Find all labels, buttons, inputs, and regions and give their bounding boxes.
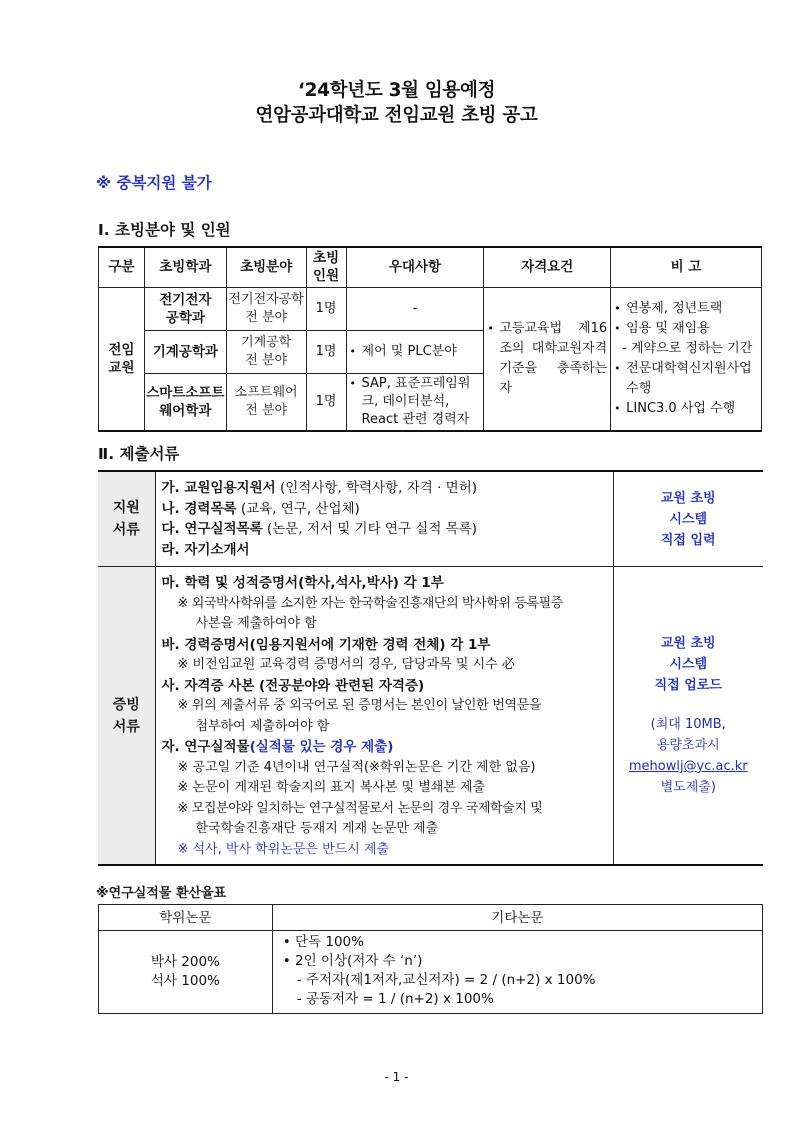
doc-item — [162, 499, 607, 520]
doc-item-detail: (교육, 연구, 산업체) — [236, 500, 360, 517]
doc-item-highlight: (실적물 있는 경우 제출) — [249, 739, 394, 755]
doc-item-title: 바. 경력증명서(임용지원서에 기재한 경력 전체) 각 1부 — [161, 636, 491, 653]
documents-table — [98, 470, 763, 866]
header-dept: 초빙학과 — [144, 247, 226, 287]
table-row — [99, 287, 762, 330]
group-label: 지원 서류 — [98, 471, 155, 567]
other-rates — [272, 931, 762, 1014]
doc-item-title: 라. 자기소개서 — [161, 541, 250, 558]
group-body — [155, 567, 613, 866]
size-limit-text: 별도제출) — [660, 780, 716, 795]
doc-item-title: 다. 연구실적목록 — [161, 521, 263, 537]
header-notes: 비 고 — [611, 247, 762, 287]
header-other-paper: 기타논문 — [272, 905, 762, 931]
notes-cell — [611, 287, 762, 431]
doc-note: 한국학술진흥재단 등재지 게재 논문만 제출 — [195, 821, 439, 836]
preference-cell — [346, 373, 484, 431]
category-cell: 전임 교원 — [99, 287, 145, 431]
section2-heading: Ⅱ. 제출서류 — [98, 445, 180, 463]
method-line: 교원 초빙 — [660, 490, 716, 506]
header-degree-paper: 학위논문 — [99, 905, 273, 931]
method-line: 직접 업로드 — [654, 678, 722, 693]
count-cell: 1명 — [306, 330, 346, 373]
doc-item-title: 자. 연구실적물 — [161, 739, 250, 755]
preference-text: • 제어 및 PLC분야 — [350, 343, 481, 361]
recruitment-table — [98, 246, 762, 432]
dept-cell: 스마트소프트 웨어학과 — [144, 373, 226, 431]
doc-note: ※ 외국박사학위를 소지한 자는 한국학술진흥재단의 박사학위 등록필증 — [177, 595, 563, 611]
rate-line: 석사 100% — [150, 973, 220, 989]
preference-cell — [346, 330, 484, 373]
note-item: • 임용 및 재임용 — [614, 319, 758, 339]
header-preference: 우대사항 — [346, 247, 484, 287]
section3-heading: ※연구실적물 환산율표 — [96, 886, 227, 901]
count-cell: 1명 — [306, 373, 346, 431]
table-row — [98, 567, 763, 866]
doc-item-title: 마. 학력 및 성적증명서(학사,석사,박사) 각 1부 — [161, 575, 444, 591]
header-requirement: 자격요건 — [484, 247, 611, 287]
table-row — [99, 931, 763, 1014]
doc-note-highlight: ※ 석사, 박사 학위논문은 반드시 제출 — [177, 841, 389, 857]
doc-item-detail: (논문, 저서 및 기타 연구 실적 목록) — [262, 521, 478, 537]
preference-cell: - — [346, 287, 484, 330]
conversion-table — [98, 904, 763, 1014]
doc-note: ※ 비전임교원 교육경력 증명서의 경우, 담당과목 및 시수 必 — [177, 657, 515, 672]
size-limit-text: (최대 10MB, — [650, 717, 726, 732]
section1-heading: Ⅰ. 초빙분야 및 인원 — [98, 221, 231, 239]
table-row — [98, 471, 763, 567]
page-number: - 1 - — [384, 1070, 409, 1084]
doc-note: ※ 공고일 기준 4년이내 연구실적(※학위논문은 기간 제한 없음) — [177, 759, 536, 775]
doc-item — [162, 478, 607, 499]
group-body — [155, 471, 613, 567]
doc-item — [162, 737, 607, 758]
header-count: 초빙 인원 — [306, 247, 346, 287]
header-field: 초빙분야 — [226, 247, 306, 287]
doc-item — [162, 540, 607, 561]
size-limit-text: 용량초과시 — [656, 738, 720, 753]
submission-method — [613, 471, 763, 567]
doc-note: ※ 논문이 게재된 학술지의 표지 복사본 및 별쇄본 제출 — [177, 780, 486, 795]
doc-item-title: 가. 교원임용지원서 — [161, 480, 276, 496]
note-item: • LINC3.0 사업 수행 — [614, 399, 758, 419]
doc-note: ※ 위의 제출서류 중 외국어로 된 증명서는 본인이 날인한 번역문을 — [177, 698, 542, 713]
doc-item-title: 사. 자격증 사본 (전공분야와 관련된 자격증) — [161, 677, 425, 694]
header-category: 구분 — [99, 247, 145, 287]
table-header-row — [99, 905, 763, 931]
requirement-cell — [484, 287, 611, 431]
rate-line: - 공동저자 = 1 / (n+2) x 100% — [296, 991, 494, 1007]
rate-line: - 주저자(제1저자,교신저자) = 2 / (n+2) x 100% — [296, 972, 596, 988]
field-cell: 기계공학 전 분야 — [226, 330, 306, 373]
method-line: 시스템 — [669, 657, 708, 672]
doc-note: ※ 모집분야와 일치하는 연구실적물로서 논문의 경우 국제학술지 및 — [177, 800, 543, 816]
doc-note: 첨부하여 제출하여야 함 — [195, 718, 330, 734]
degree-rates — [99, 931, 273, 1014]
group-label: 증빙 서류 — [98, 567, 155, 866]
title-line2: 연암공과대학교 전임교원 초빙 공고 — [255, 105, 538, 126]
requirement-text: • 고등교육법 제16조의 대학교원자격 기준을 충족하는 자 — [487, 319, 607, 399]
field-cell: 전기전자공학 전 분야 — [226, 287, 306, 330]
doc-item-detail: (인적사항, 학력사항, 자격 · 면허) — [275, 480, 478, 496]
note-item: • 전문대학혁신지원사업 수행 — [614, 359, 758, 399]
title-line1: ‘24학년도 3월 임용예정 — [297, 80, 496, 101]
field-cell: 소프트웨어 전 분야 — [226, 373, 306, 431]
doc-item-title: 나. 경력목록 — [161, 500, 237, 517]
method-line: 교원 초빙 — [660, 636, 716, 651]
preference-text: • SAP, 표준프레임워크, 데이터분석, React 관련 경력자 — [350, 375, 481, 429]
email-link[interactable]: mehowlj@yc.ac.kr — [628, 759, 748, 774]
doc-item — [162, 519, 607, 540]
method-line: 시스템 — [669, 511, 708, 527]
note-subitem: - 계약으로 정하는 기간 — [622, 340, 753, 356]
note-item: • 연봉제, 정년트랙 — [614, 299, 758, 319]
method-line: 직접 입력 — [660, 532, 716, 548]
submission-method — [613, 567, 763, 866]
count-cell: 1명 — [306, 287, 346, 330]
duplicate-notice: ※ 중복지원 불가 — [96, 174, 212, 192]
rate-line: • 2인 이상(저자 수 ‘n’) — [282, 953, 423, 969]
rate-line: • 단독 100% — [282, 934, 364, 950]
doc-note: 사본을 제출하여야 함 — [195, 616, 317, 631]
dept-cell: 전기전자 공학과 — [144, 287, 226, 330]
rate-line: 박사 200% — [150, 954, 220, 970]
dept-cell: 기계공학과 — [144, 330, 226, 373]
table-header-row — [99, 247, 762, 287]
